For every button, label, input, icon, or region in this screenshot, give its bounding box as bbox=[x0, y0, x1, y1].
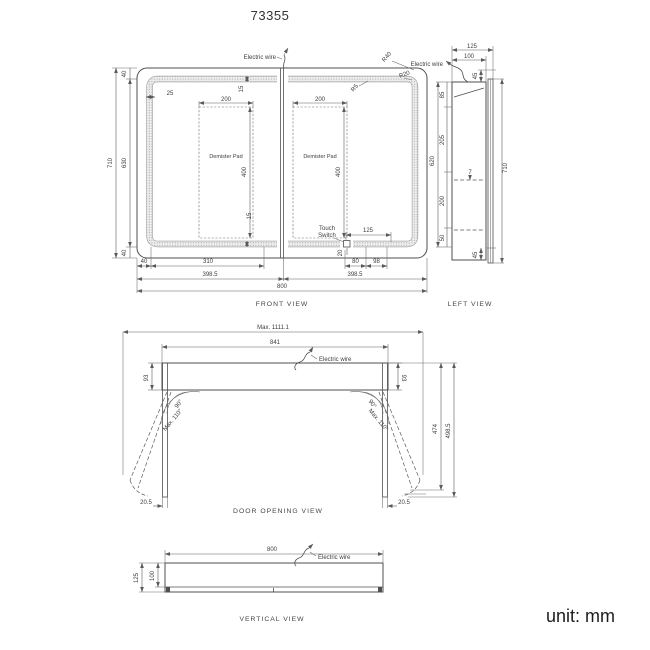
vertical-depth-dim: 125 bbox=[134, 572, 140, 584]
front-view-caption: FRONT VIEW bbox=[255, 301, 309, 308]
opening-door-drop-max-dim: 498.5 bbox=[446, 423, 452, 439]
front-bottom-margin-dim: 40 bbox=[122, 249, 128, 257]
opening-body-width-dim: 841 bbox=[269, 340, 281, 346]
bottom-right-b-dim: 98 bbox=[373, 259, 380, 265]
touch-switch-symbol bbox=[344, 241, 351, 248]
left-depth-dim: 125 bbox=[466, 44, 478, 50]
door-opening-view bbox=[123, 325, 457, 515]
radius-r20-label: R20 bbox=[398, 70, 411, 80]
touch-switch-label: Touch bbox=[318, 226, 336, 232]
vertical-electric-wire-label: Electric wire bbox=[318, 555, 351, 561]
switch-span-dim: 125 bbox=[362, 228, 374, 234]
left-bottom-offset-dim: 45 bbox=[473, 251, 479, 259]
opening-angle-right-max: Max. 110° bbox=[366, 408, 389, 433]
opening-angle-right: 90° bbox=[366, 398, 377, 410]
door-width-left-dim: 398.5 bbox=[202, 272, 218, 278]
bottom-left-span-dim: 310 bbox=[202, 259, 214, 265]
left-inner-height-dim: 620 bbox=[430, 155, 436, 167]
opening-electric-wire-label: Electric wire bbox=[319, 357, 352, 363]
front-top-margin-dim: 40 bbox=[122, 70, 128, 78]
front-overall-height-dim: 710 bbox=[108, 157, 114, 169]
opening-side-left-dim: 93 bbox=[144, 374, 150, 382]
opening-electric-wire bbox=[295, 347, 317, 370]
left-seg-c-dim: 200 bbox=[440, 195, 446, 207]
opening-angle-left: 90° bbox=[174, 398, 185, 410]
front-frame-bottom-dim: 15 bbox=[247, 212, 253, 220]
vertical-body-outline bbox=[165, 563, 383, 592]
radius-r40-label: R40 bbox=[381, 51, 394, 64]
opening-max-width-dim: Max. 1111.1 bbox=[257, 325, 289, 331]
left-view-caption: LEFT VIEW bbox=[447, 301, 493, 308]
radius-r5-label: R5 bbox=[350, 83, 360, 94]
vertical-inner-depth-dim: 100 bbox=[150, 570, 156, 582]
vertical-corner-seal-left bbox=[166, 587, 170, 592]
left-overall-height-dim: 710 bbox=[503, 162, 509, 174]
opening-side-right-dim: 93 bbox=[400, 374, 406, 382]
opening-angle-left-max: Max. 110° bbox=[162, 408, 185, 433]
front-cabinet-outline bbox=[137, 68, 427, 258]
demister-pad-left-label: Demister Pad bbox=[209, 154, 243, 160]
front-overall-width-dim: 800 bbox=[276, 284, 288, 290]
demister-pad-right-label: Demister Pad bbox=[303, 154, 337, 160]
door-opening-view-caption: DOOR OPENING VIEW bbox=[233, 508, 323, 515]
pad-height-left-dim: 400 bbox=[242, 166, 248, 178]
vertical-view-caption: VERTICAL VIEW bbox=[239, 616, 305, 623]
door-width-right-dim: 398.5 bbox=[347, 272, 363, 278]
front-inner-height-dim: 630 bbox=[122, 157, 128, 169]
opening-swing-left bbox=[130, 392, 171, 496]
front-view bbox=[108, 48, 427, 308]
vertical-width-dim: 800 bbox=[266, 547, 278, 553]
pad-width-left-dim: 200 bbox=[220, 97, 232, 103]
left-seg-b-dim: 205 bbox=[440, 134, 446, 146]
bottom-right-a-dim: 80 bbox=[352, 259, 359, 265]
vertical-corner-seal-right bbox=[378, 587, 382, 592]
touch-switch-label: Switch bbox=[318, 233, 336, 239]
front-led-band-right bbox=[288, 79, 415, 244]
front-led-band-left bbox=[150, 79, 278, 244]
bottom-left-offset-dim: 40 bbox=[140, 259, 148, 265]
left-shelf-dim: 7 bbox=[468, 170, 472, 176]
vertical-view bbox=[134, 544, 383, 623]
opening-foot-left-dim: 20.5 bbox=[140, 500, 152, 506]
front-frame-top-dim: 15 bbox=[239, 85, 245, 93]
opening-door-drop-dim: 474 bbox=[433, 423, 439, 435]
switch-height-dim: 20 bbox=[338, 249, 344, 257]
drawing-number: 73355 bbox=[250, 8, 290, 23]
opening-swing-right bbox=[379, 392, 426, 496]
pad-height-right-dim: 400 bbox=[336, 166, 342, 178]
front-electric-wire-label: Electric wire bbox=[243, 55, 276, 61]
left-seg-a-dim: 85 bbox=[440, 91, 446, 99]
left-inner-depth-dim: 100 bbox=[463, 54, 475, 60]
left-electric-wire bbox=[446, 61, 468, 82]
left-electric-wire-label: Electric wire bbox=[410, 62, 443, 68]
front-frame-side-dim: 25 bbox=[166, 91, 174, 97]
unit-label: unit: mm bbox=[546, 606, 616, 626]
opening-foot-right-dim: 20.5 bbox=[398, 500, 410, 506]
left-view bbox=[411, 44, 509, 308]
left-top-offset-dim: 45 bbox=[473, 72, 479, 80]
pad-width-right-dim: 200 bbox=[314, 97, 326, 103]
opening-body-outline bbox=[162, 363, 388, 390]
left-seg-d-dim: 50 bbox=[440, 234, 446, 242]
front-electric-wire bbox=[284, 48, 288, 68]
